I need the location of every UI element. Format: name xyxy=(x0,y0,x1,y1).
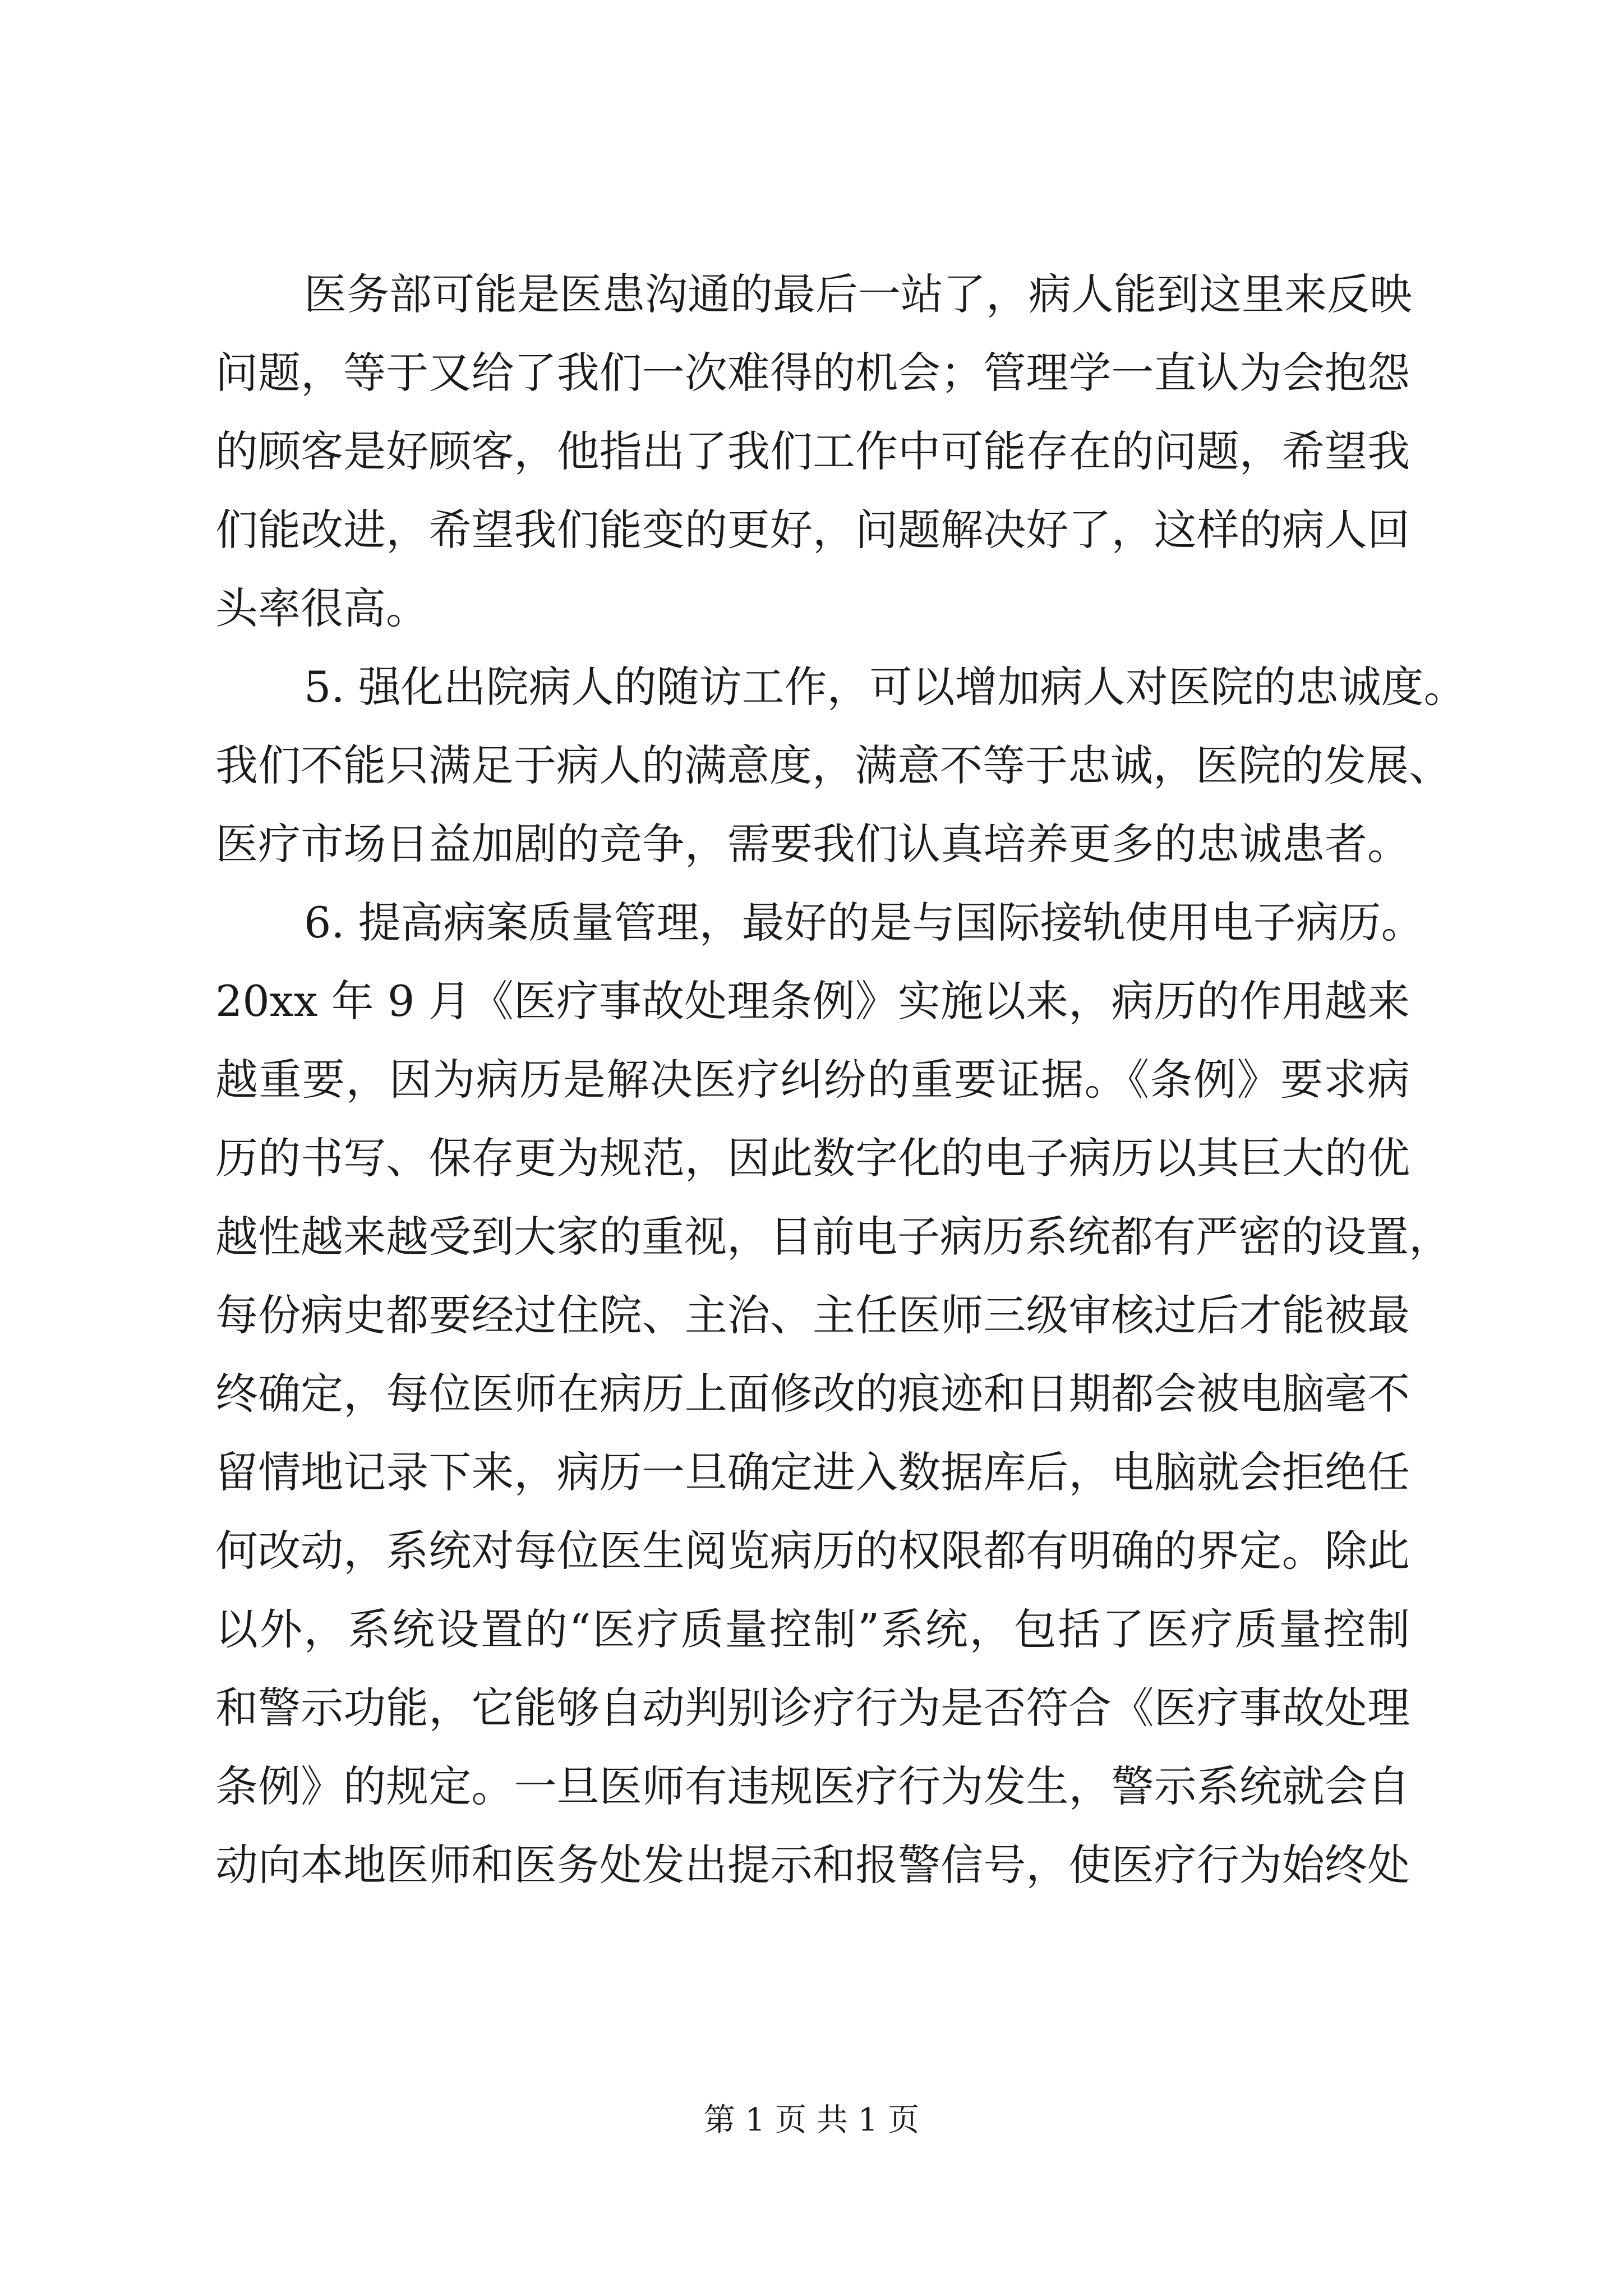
text-line: 越重要，因为病历是解决医疗纠纷的重要证据。《条例》要求病 xyxy=(215,1055,1410,1105)
text-line: 留情地记录下来，病历一旦确定进入数据库后，电脑就会拒绝任 xyxy=(215,1447,1410,1497)
text-line: 每份病史都要经过住院、主治、主任医师三级审核过后才能被最 xyxy=(215,1290,1410,1340)
text-line: 何改动，系统对每位医生阅览病历的权限都有明确的界定。除此 xyxy=(215,1526,1410,1576)
text-line: 们能改进，希望我们能变的更好，问题解决好了，这样的病人回 xyxy=(215,505,1410,555)
text-line: 和警示功能，它能够自动判别诊疗行为是否符合《医疗事故处理 xyxy=(215,1683,1410,1733)
text-line: 医务部可能是医患沟通的最后一站了，病人能到这里来反映 xyxy=(304,269,1412,319)
text-line: 越性越来越受到大家的重视，目前电子病历系统都有严密的设置， xyxy=(215,1212,1451,1262)
text-line: 历的书写、保存更为规范，因此数字化的电子病历以其巨大的优 xyxy=(215,1133,1410,1183)
text-line: 头率很高。 xyxy=(215,583,428,633)
text-line: 以外，系统设置的“医疗质量控制”系统，包括了医疗质量控制 xyxy=(215,1604,1410,1654)
page-number-label: 第 1 页 共 1 页 xyxy=(703,2102,920,2138)
text-line: 的顾客是好顾客，他指出了我们工作中可能存在的问题，希望我 xyxy=(215,426,1410,476)
text-line: 终确定，每位医师在病历上面修改的痕迹和日期都会被电脑毫不 xyxy=(215,1369,1410,1419)
text-line: 5. 强化出院病人的随访工作，可以增加病人对医院的忠诚度。 xyxy=(304,662,1467,712)
text-line: 6. 提高病案质量管理，最好的是与国际接轨使用电子病历。 xyxy=(304,898,1424,947)
body-text xyxy=(215,255,1467,1904)
text-line: 条例》的规定。一旦医师有违规医疗行为发生，警示系统就会自 xyxy=(215,1761,1410,1811)
text-line: 我们不能只满足于病人的满意度，满意不等于忠诚，医院的发展、 xyxy=(215,740,1451,790)
text-line: 问题，等于又给了我们一次难得的机会；管理学一直认为会抱怨 xyxy=(215,348,1410,398)
text-line: 20xx 年 9 月《医疗事故处理条例》实施以来，病历的作用越来 xyxy=(215,976,1410,1026)
page-footer xyxy=(0,2098,1623,2143)
text-line: 动向本地医师和医务处发出提示和报警信号，使医疗行为始终处 xyxy=(215,1840,1410,1890)
text-line: 医疗市场日益加剧的竞争，需要我们认真培养更多的忠诚患者。 xyxy=(215,819,1410,869)
